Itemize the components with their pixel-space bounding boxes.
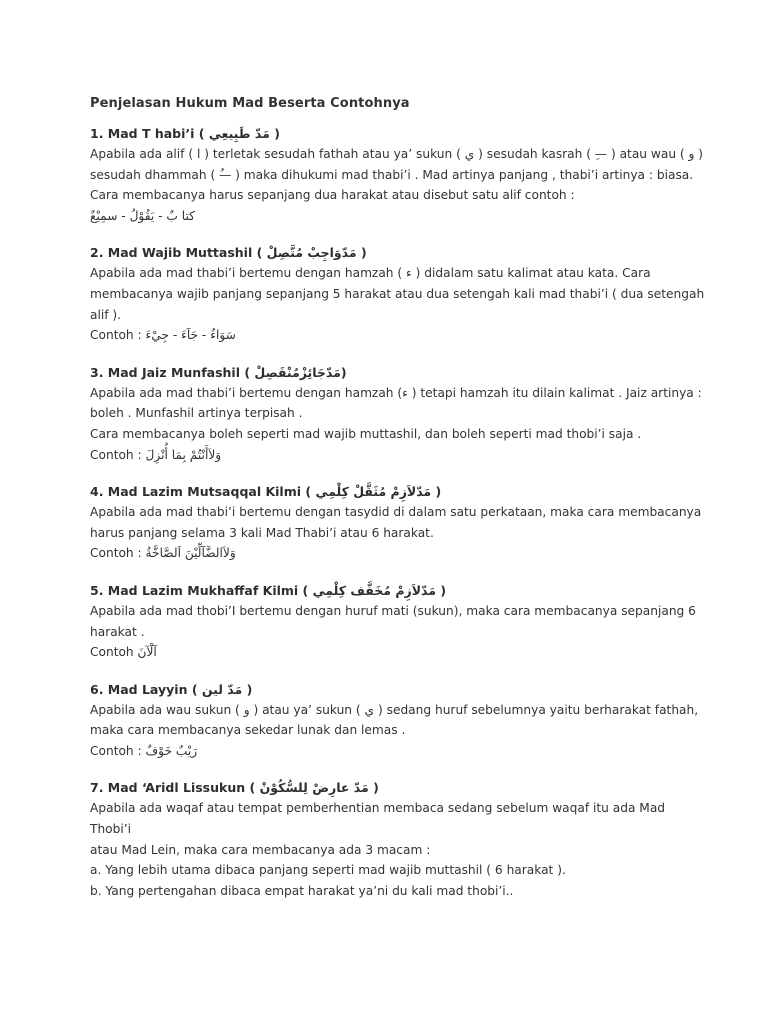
- section-line: harakat .: [90, 624, 145, 639]
- section-mad-aridl-lissukun: [90, 778, 708, 901]
- section-mad-thabii: [90, 124, 708, 226]
- section-heading: 4. Mad Lazim Mutsaqqal Kilmi ( مَدّلاَزِمْ مُثَقَّلْ كِلْمِي ): [90, 484, 442, 500]
- section-heading: 1. Mad T habi’i ( مَدّ طَبِيعِي ): [90, 126, 280, 141]
- example-line: Contoh : رَيْبٌ خَوْفٌ: [90, 743, 198, 758]
- section-mad-wajib-muttashil: [90, 243, 708, 345]
- section-line: harus panjang selama 3 kali Mad Thabi’i atau 6 harakat.: [90, 525, 434, 540]
- arabic-example: كتا بٌ - يَقُوْلُ - سمِيْعٌ: [90, 208, 195, 223]
- example-line: Contoh : سَوَاءٌ - جَآءَ - جِيْءَ: [90, 328, 236, 343]
- section-heading: 3. Mad Jaiz Munfashil ( مَدّجَائِزْمُنْفَصِلْ): [90, 364, 347, 380]
- section-line: atau Mad Lein, maka cara membacanya ada 3 macam :: [90, 842, 431, 857]
- list-item: b. Yang pertengahan dibaca empat harakat ya’ni du kali mad thobi’i..: [90, 883, 514, 898]
- list-item: a. Yang lebih utama dibaca panjang seperti mad wajib muttashil ( 6 harakat ).: [90, 863, 566, 878]
- example-line: Contoh : وَلاَأَنْتُمْ بِمَا أُنْزِلَ: [90, 447, 222, 462]
- section-line: Apabila ada wau sukun ( و ) atau ya’ sukun ( ي ) sedang huruf sebelumnya yaitu berharakat fathah,: [90, 702, 699, 717]
- section-mad-jaiz-munfashil: [90, 363, 708, 465]
- section-line: alif ).: [90, 307, 122, 322]
- section-mad-layyin: [90, 680, 708, 762]
- section-line: Apabila ada waqaf atau tempat pemberhentian membaca sedang sebelum waqaf itu ada Mad Thobi’i: [90, 801, 666, 837]
- section-heading: 2. Mad Wajib Muttashil ( مَدّوَاجِبْ مُتَّصِلْ ): [90, 245, 367, 261]
- section-line: membacanya wajib panjang sepanjang 5 harakat atau dua setengah kali mad thabi’i ( dua setengah: [90, 286, 705, 301]
- example-line: Contoh آلْآنَ: [90, 645, 157, 660]
- section-mad-lazim-mukhaffaf-kilmi: [90, 581, 708, 663]
- section-line: boleh . Munfashil artinya terpisah .: [90, 406, 303, 421]
- section-line: Cara membacanya harus sepanjang dua harakat atau disebut satu alif contoh :: [90, 188, 575, 203]
- document-title: Penjelasan Hukum Mad Beserta Contohnya: [90, 96, 410, 111]
- section-line: Cara membacanya boleh seperti mad wajib muttashil, dan boleh seperti mad thobi’i saja .: [90, 426, 642, 441]
- example-line: Contoh : وَلاَالضَّآلِّيْنَ اَلصَّاخَّةُ: [90, 546, 236, 561]
- section-line: Apabila ada mad thabi’i bertemu dengan tasydid di dalam satu perkataan, maka cara membacanya: [90, 505, 702, 520]
- section-line: Apabila ada mad thobi’I bertemu dengan huruf mati (sukun), maka cara membacanya sepanjang 6: [90, 603, 696, 618]
- section-line: Apabila ada mad thabi’i bertemu dengan hamzah ( ء ) didalam satu kalimat atau kata. Cara: [90, 266, 651, 281]
- section-line: sesudah dhammah ( —ُ ) maka dihukumi mad thabi’i . Mad artinya panjang , thabi’i artinya : biasa.: [90, 167, 694, 182]
- section-line: Apabila ada mad thabi’i bertemu dengan hamzah (ء ) tetapi hamzah itu dilain kalimat . Jaiz artinya :: [90, 385, 702, 400]
- section-mad-lazim-mutsaqqal-kilmi: [90, 482, 708, 564]
- section-heading: 6. Mad Layyin ( مَدّ لين ): [90, 681, 253, 697]
- section-line: maka cara membacanya sekedar lunak dan lemas .: [90, 723, 406, 738]
- section-heading: 7. Mad ‘Aridl Lissukun ( مَدّ عارِضْ لِلسُّكُوْنْ ): [90, 780, 379, 796]
- section-heading: 5. Mad Lazim Mukhaffaf Kilmi ( مَدّلاَزِمْ مُخَفَّف كِلْمِي ): [90, 582, 447, 598]
- section-line: Apabila ada alif ( ا ) terletak sesudah fathah atau ya’ sukun ( ي ) sesudah kasrah ( —ِ ) atau wau ( و ): [90, 147, 704, 161]
